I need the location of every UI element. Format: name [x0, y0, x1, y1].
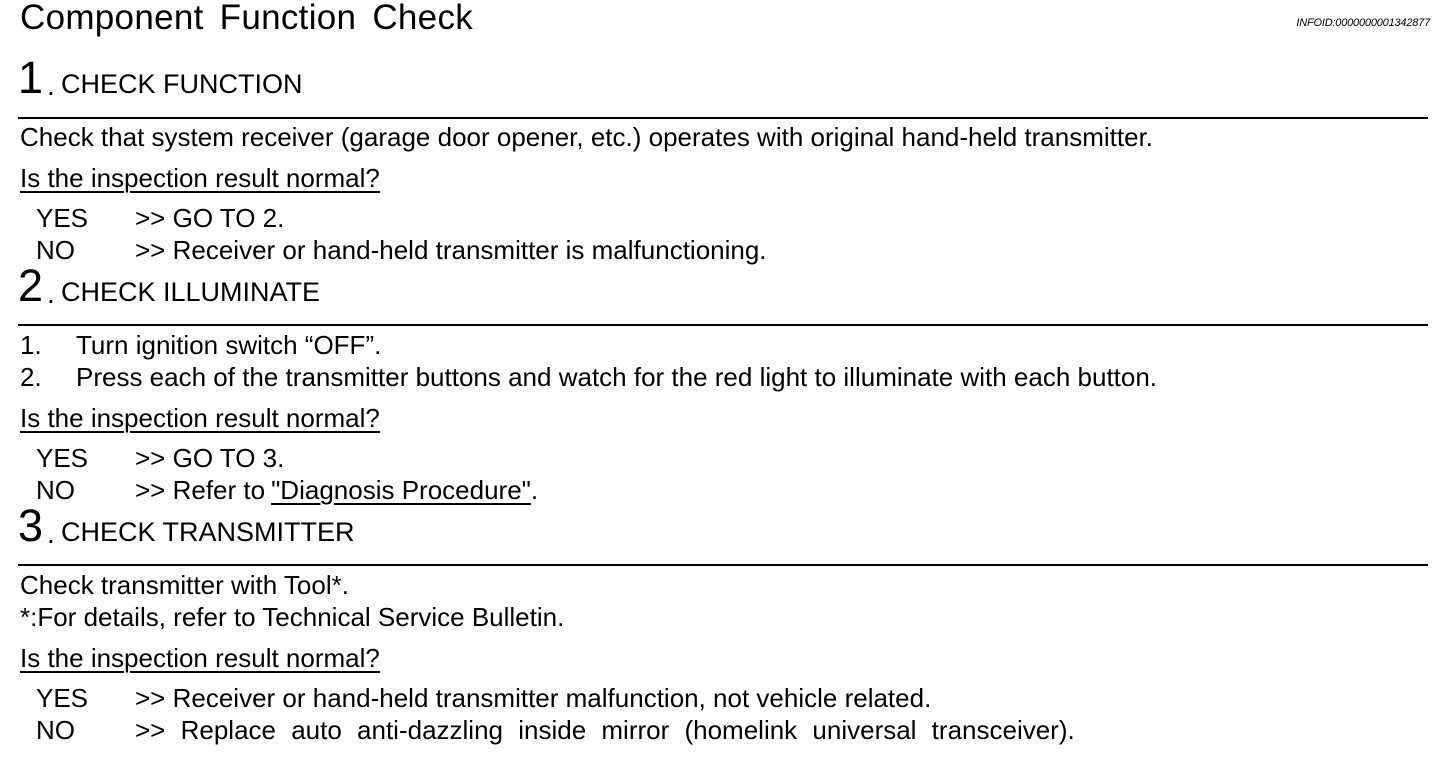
list-item-number: 1.	[20, 330, 42, 360]
list-item-number: 2.	[20, 362, 42, 392]
page-title: Component Function Check	[20, 0, 474, 37]
info-id: INFOID:0000000001342877	[1296, 17, 1430, 29]
divider	[18, 564, 1428, 566]
answer-no-key: NO	[36, 235, 75, 265]
answer-no-text	[135, 475, 538, 505]
step-title: CHECK ILLUMINATE	[61, 277, 321, 307]
step-1-body: Check that system receiver (garage door opener, etc.) operates with original hand-held transmitter.	[20, 122, 1154, 152]
step-1-question: Is the inspection result normal?	[20, 163, 380, 193]
step-dot: .	[47, 518, 55, 549]
answer-yes-key: YES	[36, 443, 89, 473]
step-3-question: Is the inspection result normal?	[20, 643, 380, 673]
step-number: 3	[18, 500, 44, 551]
step-2-question: Is the inspection result normal?	[20, 403, 380, 433]
answer-no-key: NO	[36, 475, 75, 505]
step-1-heading	[18, 52, 1428, 103]
divider	[18, 117, 1428, 119]
step-3-heading	[18, 500, 1428, 551]
answer-yes-text: >> Receiver or hand-held transmitter malfunction, not vehicle related.	[135, 683, 932, 713]
answer-no-prefix: >> Refer to	[135, 475, 266, 505]
answer-yes-text: >> GO TO 2.	[135, 203, 285, 233]
step-title: CHECK TRANSMITTER	[61, 517, 355, 547]
step-3-body: Check transmitter with Tool*.	[20, 570, 349, 600]
divider	[18, 324, 1428, 326]
answer-no-suffix: .	[530, 475, 539, 505]
step-number: 1	[18, 52, 44, 103]
step-2-heading	[18, 260, 1428, 311]
step-dot: .	[47, 278, 55, 309]
diagnosis-procedure-link[interactable]: "Diagnosis Procedure"	[271, 475, 531, 505]
step-3-note: *:For details, refer to Technical Service Bulletin.	[20, 602, 565, 632]
step-number: 2	[18, 260, 44, 311]
answer-no-text: >> Receiver or hand-held transmitter is malfunctioning.	[135, 235, 767, 265]
answer-no-key: NO	[36, 715, 75, 745]
answer-yes-text: >> GO TO 3.	[135, 443, 285, 473]
list-item-text: Press each of the transmitter buttons and watch for the red light to illuminate with each button.	[76, 362, 1158, 392]
answer-no-text: >> Replace auto anti-dazzling inside mirror (homelink universal transceiver).	[135, 715, 1075, 745]
step-title: CHECK FUNCTION	[61, 69, 303, 99]
answer-yes-key: YES	[36, 203, 89, 233]
list-item-text: Turn ignition switch “OFF”.	[76, 330, 382, 360]
answer-yes-key: YES	[36, 683, 89, 713]
step-dot: .	[47, 70, 55, 101]
